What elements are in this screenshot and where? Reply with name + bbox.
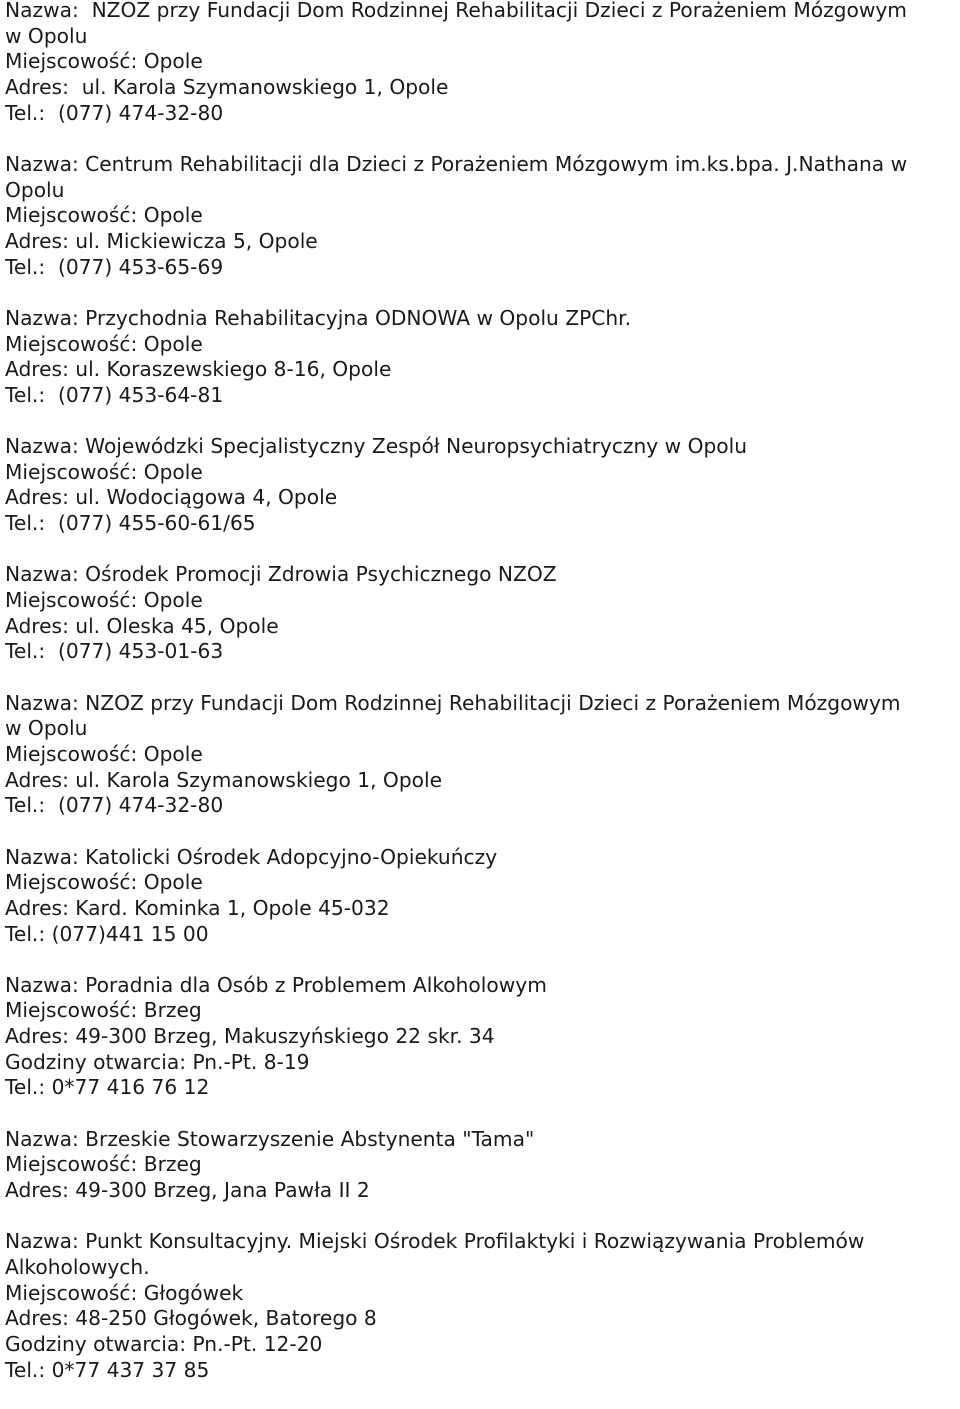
entry-name: Nazwa: Punkt Konsultacyjny. Miejski Ośrodek Profilaktyki i Rozwiązywania Problemów: [5, 1229, 865, 1254]
entry-address: Adres: ul. Oleska 45, Opole: [5, 613, 279, 638]
entry-address: Adres: ul. Wodociągowa 4, Opole: [5, 485, 338, 510]
entry-3: [5, 306, 955, 409]
entry-name: Nazwa: Centrum Rehabilitacji dla Dzieci z Porażeniem Mózgowym im.ks.bpa. J.Nathana w: [5, 151, 908, 176]
entry-locality: Miejscowość: Głogówek: [5, 1280, 244, 1305]
entry-locality: Miejscowość: Opole: [5, 203, 203, 228]
entry-opening-hours: Godziny otwarcia: Pn.-Pt. 8-19: [5, 1049, 310, 1074]
entry-8: [5, 973, 955, 1101]
entry-name-continued: Opolu: [5, 177, 65, 202]
entry-locality: Miejscowość: Opole: [5, 49, 203, 74]
entry-9: [5, 1127, 955, 1204]
entry-name-continued: w Opolu: [5, 716, 88, 741]
entry-locality: Miejscowość: Opole: [5, 870, 203, 895]
entry-phone: Tel.: 0*77 437 37 85: [5, 1357, 210, 1382]
entry-address: Adres: 49-300 Brzeg, Jana Pawła II 2: [5, 1178, 370, 1203]
entry-address: Adres: 48-250 Głogówek, Batorego 8: [5, 1306, 377, 1331]
entry-name: Nazwa: Brzeskie Stowarzyszenie Abstynenta "Tama": [5, 1126, 535, 1151]
entry-name-continued: Alkoholowych.: [5, 1255, 150, 1280]
entry-phone: Tel.: (077) 453-64-81: [5, 382, 224, 407]
entry-address: Adres: 49-300 Brzeg, Makuszyńskiego 22 skr. 34: [5, 1024, 495, 1049]
entry-locality: Miejscowość: Opole: [5, 588, 203, 613]
entry-phone: Tel.: (077) 474-32-80: [5, 793, 224, 818]
entry-name: Nazwa: NZOZ przy Fundacji Dom Rodzinnej Rehabilitacji Dzieci z Porażeniem Mózgowym: [5, 0, 907, 22]
entry-name: Nazwa: Katolicki Ośrodek Adopcyjno-Opiekuńczy: [5, 844, 498, 869]
entry-address: Adres: ul. Karola Szymanowskiego 1, Opole: [5, 74, 449, 99]
entry-6: [5, 691, 955, 819]
entry-phone: Tel.: 0*77 416 76 12: [5, 1075, 210, 1100]
entry-10: [5, 1229, 955, 1383]
entry-locality: Miejscowość: Opole: [5, 331, 203, 356]
entry-locality: Miejscowość: Opole: [5, 741, 203, 766]
entry-5: [5, 562, 955, 665]
entry-address: Adres: ul. Mickiewicza 5, Opole: [5, 228, 318, 253]
entry-name: Nazwa: Poradnia dla Osób z Problemem Alkoholowym: [5, 972, 547, 997]
entry-address: Adres: ul. Karola Szymanowskiego 1, Opole: [5, 767, 443, 792]
entry-name: Nazwa: Ośrodek Promocji Zdrowia Psychicznego NZOZ: [5, 562, 557, 587]
entry-phone: Tel.: (077) 453-01-63: [5, 639, 224, 664]
entry-2: [5, 152, 955, 280]
entry-address: Adres: ul. Koraszewskiego 8-16, Opole: [5, 357, 392, 382]
entry-address: Adres: Kard. Kominka 1, Opole 45-032: [5, 895, 390, 920]
entry-locality: Miejscowość: Brzeg: [5, 998, 202, 1023]
entry-name: Nazwa: NZOZ przy Fundacji Dom Rodzinnej Rehabilitacji Dzieci z Porażeniem Mózgowym: [5, 690, 901, 715]
entry-4: [5, 434, 955, 537]
entry-name-continued: w Opolu: [5, 23, 88, 48]
entry-phone: Tel.: (077) 455-60-61/65: [5, 511, 256, 536]
entry-phone: Tel.: (077) 474-32-80: [5, 100, 224, 125]
entry-7: [5, 845, 955, 948]
entry-locality: Miejscowość: Opole: [5, 459, 203, 484]
entry-phone: Tel.: (077) 453-65-69: [5, 254, 224, 279]
entry-name: Nazwa: Wojewódzki Specjalistyczny Zespół Neuropsychiatryczny w Opolu: [5, 434, 748, 459]
entry-locality: Miejscowość: Brzeg: [5, 1152, 202, 1177]
document-page: [5, 0, 955, 1409]
entry-1: [5, 0, 955, 126]
entry-name: Nazwa: Przychodnia Rehabilitacyjna ODNOWA w Opolu ZPChr.: [5, 305, 632, 330]
entry-opening-hours: Godziny otwarcia: Pn.-Pt. 12-20: [5, 1331, 323, 1356]
entry-phone: Tel.: (077)441 15 00: [5, 921, 209, 946]
